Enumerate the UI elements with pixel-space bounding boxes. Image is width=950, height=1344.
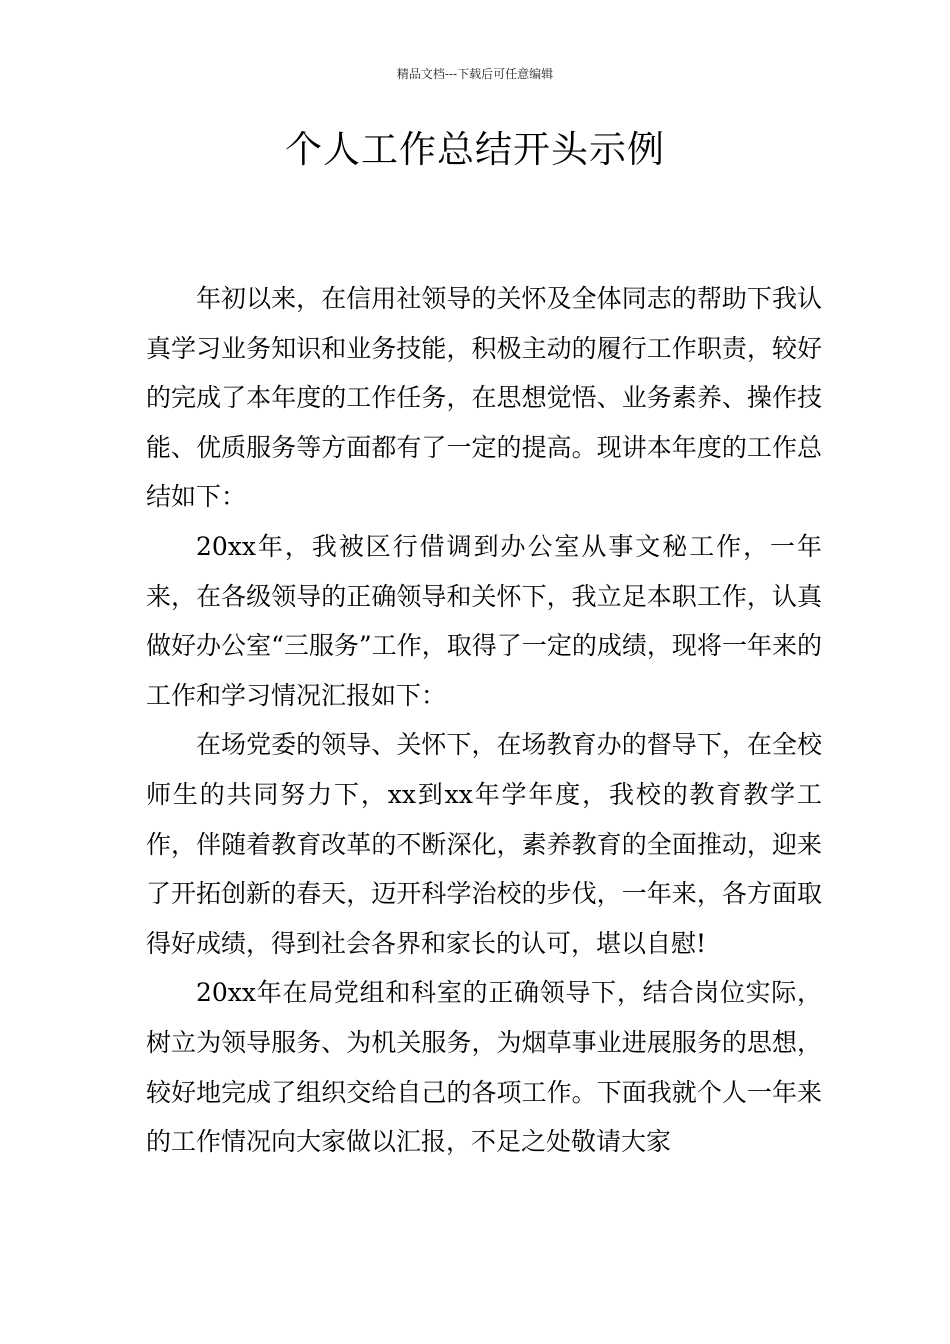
document-title: 个人工作总结开头示例: [285, 128, 665, 171]
paragraph-1: 年初以来，在信用社领导的关怀及全体同志的帮助下我认真学习业务知识和业务技能，积极主动的履行工作职责，较好的完成了本年度的工作任务，在思想觉悟、业务素养、操作技能、优质服务等方面都有了一定的提高。现讲本年度的工作总结如下：: [146, 284, 822, 512]
header-note: 精品文档---下载后可任意编辑: [396, 67, 554, 81]
paragraph-2: 20xx年，我被区行借调到办公室从事文秘工作，一年来，在各级领导的正确领导和关怀下，我立足本职工作，认真做好办公室“三服务”工作，取得了一定的成绩，现将一年来的工作和学习情况汇报如下：: [146, 531, 822, 710]
document-body: [146, 274, 822, 1167]
paragraph-3: 在场党委的领导、关怀下，在场教育办的督导下，在全校师生的共同努力下，xx到xx年学年度，我校的教育教学工作，伴随着教育改革的不断深化，素养教育的全面推动，迎来了开拓创新的春天，迈开科学治校的步伐，一年来，各方面取得好成绩，得到社会各界和家长的认可，堪以自慰!: [146, 730, 822, 958]
paragraph-4: 20xx年在局党组和科室的正确领导下，结合岗位实际，树立为领导服务、为机关服务，为烟草事业进展服务的思想，较好地完成了组织交给自己的各项工作。下面我就个人一年来的工作情况向大家做以汇报，不足之处敬请大家: [146, 978, 822, 1157]
